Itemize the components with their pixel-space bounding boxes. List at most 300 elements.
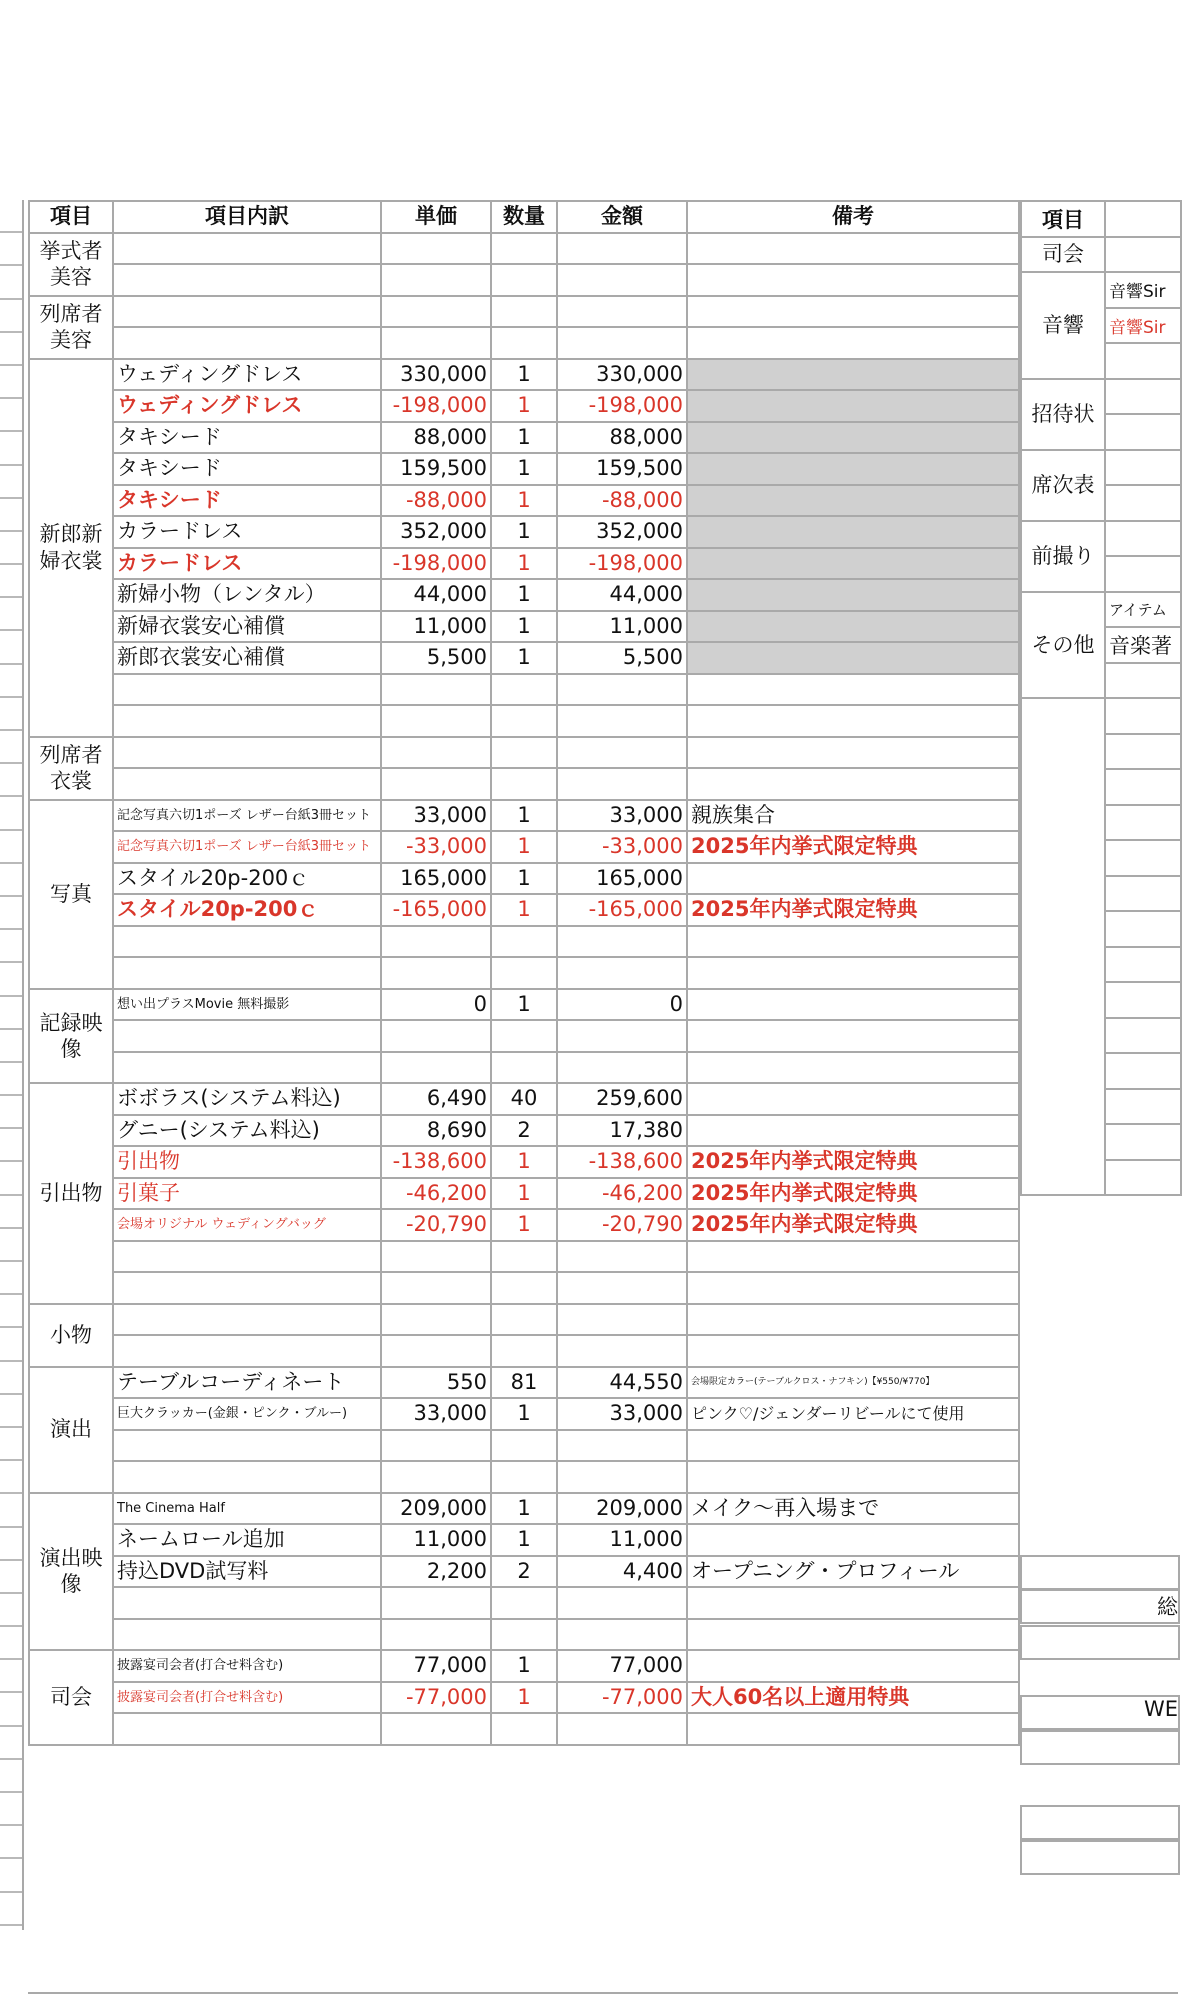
left-sliver-cell [0, 466, 22, 499]
cell-unit-price: 209,000 [381, 1493, 491, 1525]
left-sliver-cell [0, 1859, 22, 1892]
table-row [29, 1367, 1019, 1399]
left-sliver-cell [0, 731, 22, 764]
cell-note [687, 926, 1019, 958]
cell-amount: 11,000 [557, 611, 687, 643]
table-row [29, 390, 1019, 422]
cell-unit-price: 11,000 [381, 611, 491, 643]
cell-quantity: 1 [491, 390, 557, 422]
table-row [29, 926, 1019, 958]
left-sliver-cell [0, 300, 22, 333]
cell-note [687, 705, 1019, 737]
cell-note: 大人60名以上適用特典 [687, 1682, 1019, 1714]
left-sliver-cell [0, 532, 22, 565]
cell-amount [557, 737, 687, 769]
cell-quantity: 1 [491, 642, 557, 674]
left-sliver-cell [0, 1063, 22, 1096]
cell-detail [113, 1587, 381, 1619]
left-sliver-cell [0, 1395, 22, 1428]
cell-amount: 259,600 [557, 1083, 687, 1115]
cell-detail: 引菓子 [113, 1178, 381, 1210]
cell-amount: -88,000 [557, 485, 687, 517]
cell-detail [113, 705, 381, 737]
cell-amount [557, 1335, 687, 1367]
estimate-table [28, 200, 1020, 1746]
cell-note [687, 1461, 1019, 1493]
cell-amount: 4,400 [557, 1556, 687, 1588]
left-sliver-cell [0, 1561, 22, 1594]
cell-unit-price [381, 1241, 491, 1273]
right-other-row2: 音楽著 [1105, 627, 1181, 663]
table-row [29, 264, 1019, 296]
table-row [29, 1020, 1019, 1052]
table-row [29, 611, 1019, 643]
left-sliver-cell [0, 1793, 22, 1826]
cell-quantity [491, 1713, 557, 1745]
cell-note [687, 1115, 1019, 1147]
left-sliver-cell [0, 1528, 22, 1561]
right-cat-mc: 司会 [1021, 237, 1105, 273]
cell-detail [113, 674, 381, 706]
left-sliver-cell [0, 266, 22, 299]
table-row [29, 642, 1019, 674]
cell-quantity [491, 926, 557, 958]
cell-quantity [491, 1430, 557, 1462]
cell-note [687, 1335, 1019, 1367]
cell-unit-price [381, 926, 491, 958]
right-header-category: 項目 [1021, 201, 1105, 237]
cell-quantity [491, 705, 557, 737]
cell-detail: 想い出プラスMovie 無料撮影 [113, 989, 381, 1021]
cell-quantity [491, 1020, 557, 1052]
cell-quantity: 1 [491, 1146, 557, 1178]
cell-quantity: 1 [491, 1178, 557, 1210]
header-amount: 金額 [557, 201, 687, 233]
header-detail: 項目内訳 [113, 201, 381, 233]
cell-detail: テーブルコーディネート [113, 1367, 381, 1399]
cell-note [687, 1083, 1019, 1115]
left-sliver-cell [0, 698, 22, 731]
table-row [29, 768, 1019, 800]
cell-unit-price: 88,000 [381, 422, 491, 454]
left-sliver-cell [0, 997, 22, 1030]
cell-unit-price [381, 1713, 491, 1745]
left-sliver-cell [0, 233, 22, 266]
cell-unit-price: -33,000 [381, 831, 491, 863]
right-summary-row-5 [1020, 1730, 1180, 1765]
left-sliver-cell [0, 1826, 22, 1859]
cell-quantity: 1 [491, 1650, 557, 1682]
cell-amount: 88,000 [557, 422, 687, 454]
cell-detail: タキシード [113, 422, 381, 454]
cell-detail: スタイル20p-200ｃ [113, 863, 381, 895]
cell-amount [557, 1304, 687, 1336]
cell-detail [113, 1619, 381, 1651]
right-total-fragment: 総 [1020, 1589, 1180, 1624]
cell-unit-price: 159,500 [381, 453, 491, 485]
cell-note [687, 264, 1019, 296]
table-row [29, 800, 1019, 832]
table-row [29, 1146, 1019, 1178]
right-summary-row-1 [1020, 1555, 1180, 1590]
category-production-video: 演出映像 [29, 1493, 113, 1651]
cell-note [687, 1304, 1019, 1336]
cell-note: ピンク♡/ジェンダーリビールにて使用 [687, 1398, 1019, 1430]
cell-unit-price [381, 1587, 491, 1619]
cell-quantity [491, 1272, 557, 1304]
cell-unit-price: 5,500 [381, 642, 491, 674]
cell-quantity: 1 [491, 863, 557, 895]
cell-unit-price: -88,000 [381, 485, 491, 517]
table-row [29, 957, 1019, 989]
cell-quantity: 81 [491, 1367, 557, 1399]
cell-detail [113, 264, 381, 296]
cell-detail [113, 1241, 381, 1273]
cell-unit-price: 352,000 [381, 516, 491, 548]
table-row [29, 1398, 1019, 1430]
cell-amount: 11,000 [557, 1524, 687, 1556]
cell-quantity [491, 1461, 557, 1493]
cell-quantity: 1 [491, 579, 557, 611]
cell-quantity [491, 233, 557, 265]
cell-quantity: 1 [491, 1209, 557, 1241]
cell-unit-price: 11,000 [381, 1524, 491, 1556]
cell-detail: タキシード [113, 453, 381, 485]
cell-note: 2025年内挙式限定特典 [687, 894, 1019, 926]
cell-amount: 165,000 [557, 863, 687, 895]
table-row [29, 1272, 1019, 1304]
cell-amount: 209,000 [557, 1493, 687, 1525]
cell-detail: 披露宴司会者(打合せ料含む) [113, 1650, 381, 1682]
table-row [29, 1682, 1019, 1714]
cell-note: 会場限定カラー(テーブルクロス・ナフキン)【¥550/¥770】 [687, 1367, 1019, 1399]
table-row [29, 485, 1019, 517]
cell-quantity: 1 [491, 800, 557, 832]
table-row [29, 453, 1019, 485]
cell-amount [557, 1052, 687, 1084]
table-row [29, 705, 1019, 737]
cell-unit-price [381, 957, 491, 989]
left-sliver-cell [0, 831, 22, 864]
right-summary-row-6 [1020, 1805, 1180, 1840]
left-sliver-cell [0, 665, 22, 698]
left-sliver-cell [0, 1660, 22, 1693]
cell-amount: -46,200 [557, 1178, 687, 1210]
cell-detail: タキシード [113, 485, 381, 517]
cell-note [687, 1020, 1019, 1052]
cell-amount [557, 1241, 687, 1273]
left-sliver-cell [0, 1030, 22, 1063]
left-sliver-cell [0, 598, 22, 631]
cell-unit-price [381, 233, 491, 265]
right-cat-sound: 音響 [1021, 272, 1105, 379]
cell-unit-price [381, 705, 491, 737]
cell-amount: 330,000 [557, 359, 687, 391]
header-quantity: 数量 [491, 201, 557, 233]
category-mc: 司会 [29, 1650, 113, 1745]
cell-detail [113, 233, 381, 265]
cell-note: 2025年内挙式限定特典 [687, 1209, 1019, 1241]
cell-detail: 新婦衣裳安心補償 [113, 611, 381, 643]
table-row [29, 1493, 1019, 1525]
cell-quantity [491, 737, 557, 769]
cell-amount: 33,000 [557, 1398, 687, 1430]
cell-unit-price: 165,000 [381, 863, 491, 895]
right-cat-prephoto: 前撮り [1021, 521, 1105, 592]
cell-detail [113, 296, 381, 328]
cell-note [687, 516, 1019, 548]
right-sound-row1: 音響Sir [1105, 272, 1181, 308]
right-we-fragment: WE [1020, 1695, 1180, 1730]
cell-detail: 持込DVD試写料 [113, 1556, 381, 1588]
cell-quantity: 2 [491, 1556, 557, 1588]
left-sliver-cell [0, 1328, 22, 1361]
left-sliver-cell [0, 764, 22, 797]
left-sliver-cell [0, 1162, 22, 1195]
cell-note [687, 611, 1019, 643]
cell-note [687, 957, 1019, 989]
cell-detail: グニー(システム料込) [113, 1115, 381, 1147]
cell-unit-price: 33,000 [381, 1398, 491, 1430]
table-row [29, 1083, 1019, 1115]
cell-detail: 記念写真六切1ポーズ レザー台紙3冊セット [113, 800, 381, 832]
left-sliver-cell [0, 399, 22, 432]
table-row [29, 1115, 1019, 1147]
cell-unit-price: -198,000 [381, 390, 491, 422]
cell-amount [557, 926, 687, 958]
cell-note [687, 1052, 1019, 1084]
cell-amount: 17,380 [557, 1115, 687, 1147]
cell-amount: 159,500 [557, 453, 687, 485]
cell-unit-price [381, 327, 491, 359]
table-row [29, 1713, 1019, 1745]
category-photo: 写真 [29, 800, 113, 989]
cell-quantity: 1 [491, 894, 557, 926]
table-row [29, 359, 1019, 391]
cell-detail: ウェディングドレス [113, 359, 381, 391]
cell-detail [113, 957, 381, 989]
cell-detail [113, 1272, 381, 1304]
cell-quantity: 1 [491, 422, 557, 454]
cell-detail [113, 1461, 381, 1493]
cell-unit-price [381, 1052, 491, 1084]
cell-unit-price: 77,000 [381, 1650, 491, 1682]
table-row [29, 1430, 1019, 1462]
cell-amount [557, 1430, 687, 1462]
cell-amount: -198,000 [557, 390, 687, 422]
cell-unit-price [381, 1304, 491, 1336]
cell-quantity [491, 957, 557, 989]
cell-amount [557, 1020, 687, 1052]
cell-detail: 巨大クラッカー(金銀・ピンク・ブルー) [113, 1398, 381, 1430]
cell-quantity: 1 [491, 516, 557, 548]
left-sliver-cell [0, 930, 22, 963]
right-other-row1: アイテム [1105, 592, 1181, 628]
cell-amount: -20,790 [557, 1209, 687, 1241]
cell-quantity: 1 [491, 1682, 557, 1714]
cell-note [687, 1650, 1019, 1682]
cell-unit-price: -77,000 [381, 1682, 491, 1714]
left-sliver-cell [0, 1627, 22, 1660]
cell-quantity: 1 [491, 1524, 557, 1556]
cell-quantity: 1 [491, 485, 557, 517]
right-sound-row2: 音響Sir [1105, 308, 1181, 344]
header-category: 項目 [29, 201, 113, 233]
cell-amount: -138,600 [557, 1146, 687, 1178]
left-sliver-cell [0, 432, 22, 465]
cell-detail: ボボラス(システム料込) [113, 1083, 381, 1115]
cell-detail: 会場オリジナル ウェディングバッグ [113, 1209, 381, 1241]
cell-quantity: 1 [491, 611, 557, 643]
cell-detail: 記念写真六切1ポーズ レザー台紙3冊セット [113, 831, 381, 863]
bottom-border [28, 1992, 1178, 1994]
cell-detail: 新郎衣裳安心補償 [113, 642, 381, 674]
cell-amount [557, 327, 687, 359]
cell-detail [113, 926, 381, 958]
table-row [29, 674, 1019, 706]
cell-note: 親族集合 [687, 800, 1019, 832]
cell-amount: 33,000 [557, 800, 687, 832]
cell-amount: 44,550 [557, 1367, 687, 1399]
cell-unit-price [381, 1430, 491, 1462]
cell-quantity [491, 264, 557, 296]
cell-amount [557, 768, 687, 800]
cell-note [687, 737, 1019, 769]
cell-note [687, 422, 1019, 454]
table-row [29, 1178, 1019, 1210]
cell-amount: 5,500 [557, 642, 687, 674]
right-summary-row-7 [1020, 1840, 1180, 1875]
cell-quantity [491, 1052, 557, 1084]
cell-amount: -77,000 [557, 1682, 687, 1714]
cell-quantity: 40 [491, 1083, 557, 1115]
cell-detail [113, 1304, 381, 1336]
category-production: 演出 [29, 1367, 113, 1493]
cell-quantity [491, 1587, 557, 1619]
cell-unit-price [381, 1619, 491, 1651]
cell-quantity: 1 [491, 453, 557, 485]
right-cat-seating: 席次表 [1021, 450, 1105, 521]
cell-amount [557, 674, 687, 706]
cell-amount [557, 233, 687, 265]
cell-quantity: 1 [491, 831, 557, 863]
left-sliver-cell [0, 897, 22, 930]
cell-note [687, 1713, 1019, 1745]
cell-amount [557, 1461, 687, 1493]
cell-amount [557, 1619, 687, 1651]
right-cat-invitation: 招待状 [1021, 379, 1105, 450]
cell-note [687, 1241, 1019, 1273]
table-row [29, 1556, 1019, 1588]
cell-detail [113, 1020, 381, 1052]
left-sliver-cell [0, 1262, 22, 1295]
cell-unit-price: -46,200 [381, 1178, 491, 1210]
cell-detail: 新婦小物（レンタル） [113, 579, 381, 611]
table-row [29, 831, 1019, 863]
cell-unit-price: -165,000 [381, 894, 491, 926]
cell-quantity: 2 [491, 1115, 557, 1147]
cell-unit-price: 2,200 [381, 1556, 491, 1588]
cell-detail: スタイル20p-200ｃ [113, 894, 381, 926]
right-cat-other: その他 [1021, 592, 1105, 699]
cell-note: 2025年内挙式限定特典 [687, 1178, 1019, 1210]
cell-note [687, 233, 1019, 265]
table-row [29, 296, 1019, 328]
cell-quantity: 1 [491, 989, 557, 1021]
cell-amount [557, 1713, 687, 1745]
right-adjacent-table [1020, 200, 1182, 1196]
header-unit-price: 単価 [381, 201, 491, 233]
cell-unit-price: 330,000 [381, 359, 491, 391]
table-row [29, 989, 1019, 1021]
cell-note [687, 579, 1019, 611]
cell-unit-price [381, 737, 491, 769]
cell-unit-price: 6,490 [381, 1083, 491, 1115]
cell-unit-price: -20,790 [381, 1209, 491, 1241]
cell-quantity [491, 296, 557, 328]
table-row [29, 327, 1019, 359]
cell-amount [557, 1272, 687, 1304]
table-row [29, 1335, 1019, 1367]
cell-amount: -198,000 [557, 548, 687, 580]
cell-detail [113, 1713, 381, 1745]
cell-detail [113, 1335, 381, 1367]
table-row [29, 233, 1019, 265]
cell-amount: 352,000 [557, 516, 687, 548]
cell-note [687, 1430, 1019, 1462]
cell-amount: 0 [557, 989, 687, 1021]
cell-detail: 引出物 [113, 1146, 381, 1178]
left-sliver-cell [0, 1229, 22, 1262]
cell-note: メイク～再入場まで [687, 1493, 1019, 1525]
cell-detail [113, 737, 381, 769]
cell-quantity: 1 [491, 1398, 557, 1430]
left-sliver-cell [0, 1295, 22, 1328]
right-summary-row-3 [1020, 1625, 1180, 1660]
cell-note: オープニング・プロフィール [687, 1556, 1019, 1588]
cell-unit-price [381, 296, 491, 328]
category-costume: 新郎新婦衣裳 [29, 359, 113, 737]
left-sliver-cell [0, 864, 22, 897]
table-row [29, 548, 1019, 580]
cell-unit-price: -138,600 [381, 1146, 491, 1178]
cell-detail: The Cinema Half [113, 1493, 381, 1525]
cell-quantity [491, 1304, 557, 1336]
cell-note [687, 1619, 1019, 1651]
table-row [29, 1052, 1019, 1084]
category-video: 記録映像 [29, 989, 113, 1084]
cell-amount: -165,000 [557, 894, 687, 926]
table-row [29, 863, 1019, 895]
cell-note [687, 327, 1019, 359]
cell-note [687, 453, 1019, 485]
left-sliver-cell [0, 1594, 22, 1627]
cell-unit-price [381, 1020, 491, 1052]
cell-note [687, 390, 1019, 422]
cell-amount [557, 705, 687, 737]
left-sliver-cell [0, 1760, 22, 1793]
left-sliver-cell [0, 1727, 22, 1760]
table-row [29, 1650, 1019, 1682]
left-sliver-cell [0, 499, 22, 532]
cell-note [687, 1272, 1019, 1304]
cell-note [687, 548, 1019, 580]
cell-quantity: 1 [491, 1493, 557, 1525]
left-sliver-cell [0, 1461, 22, 1494]
cell-amount [557, 296, 687, 328]
cell-quantity [491, 768, 557, 800]
cell-detail [113, 768, 381, 800]
